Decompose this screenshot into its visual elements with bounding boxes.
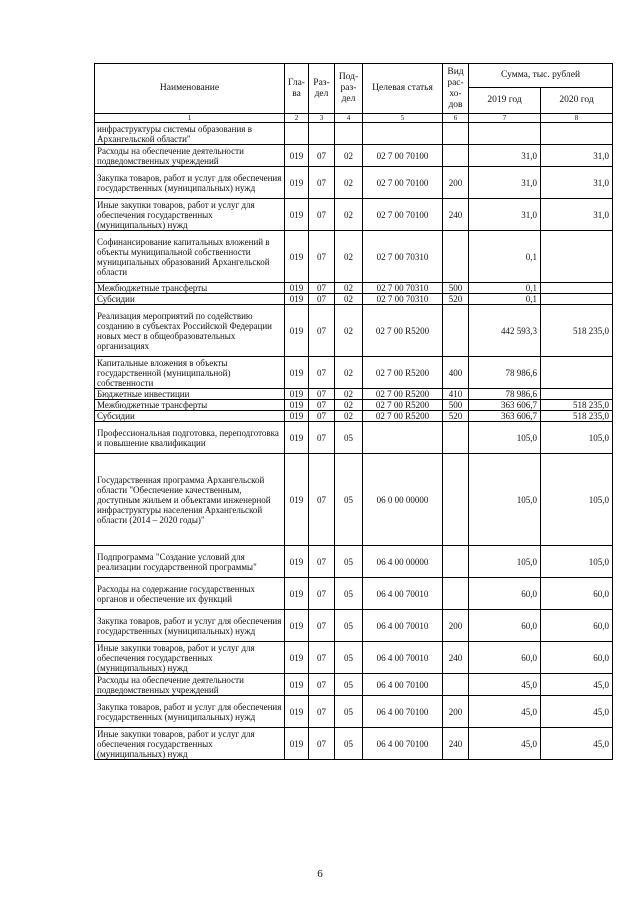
row-target: 02 7 00 R5200 <box>363 357 443 389</box>
row-name: Профессиональная подготовка, переподготовка и повышение квалификации <box>95 422 285 454</box>
table-row <box>95 578 613 610</box>
row-glava: 019 <box>285 357 309 389</box>
row-name: Расходы на обеспечение деятельности подведомственных учреждений <box>95 145 285 167</box>
header-name: Наименование <box>95 64 285 114</box>
row-podrazdel: 02 <box>335 411 363 422</box>
row-podrazdel: 05 <box>335 422 363 454</box>
table-row <box>95 610 613 642</box>
row-sum-2020: 45,0 <box>541 696 613 728</box>
row-sum-2019: 105,0 <box>469 454 541 546</box>
row-podrazdel: 05 <box>335 728 363 760</box>
row-glava: 019 <box>285 696 309 728</box>
row-razdel: 07 <box>309 454 335 546</box>
row-sum-2020: 45,0 <box>541 674 613 696</box>
row-sum-2020: 60,0 <box>541 610 613 642</box>
row-sum-2020 <box>541 123 613 145</box>
row-podrazdel: 02 <box>335 400 363 411</box>
row-glava: 019 <box>285 642 309 674</box>
row-razdel: 07 <box>309 357 335 389</box>
row-sum-2020: 31,0 <box>541 145 613 167</box>
row-name: Закупка товаров, работ и услуг для обеспечения государственных (муниципальных) нужд <box>95 696 285 728</box>
row-glava: 019 <box>285 674 309 696</box>
table-body <box>95 123 613 760</box>
row-podrazdel: 05 <box>335 642 363 674</box>
row-glava: 019 <box>285 167 309 199</box>
row-target: 06 4 00 70010 <box>363 610 443 642</box>
row-razdel: 07 <box>309 422 335 454</box>
row-razdel: 07 <box>309 167 335 199</box>
table-row <box>95 294 613 305</box>
row-vid <box>443 145 469 167</box>
row-vid: 500 <box>443 400 469 411</box>
col-num: 5 <box>363 114 443 123</box>
row-name: Межбюджетные трансферты <box>95 283 285 294</box>
row-name: инфраструктуры системы образования в Архангельской области" <box>95 123 285 145</box>
row-sum-2020: 105,0 <box>541 454 613 546</box>
row-sum-2019: 0,1 <box>469 283 541 294</box>
table-row <box>95 167 613 199</box>
row-sum-2020: 105,0 <box>541 546 613 578</box>
row-vid: 240 <box>443 728 469 760</box>
table-row <box>95 454 613 546</box>
row-target: 02 7 00 R5200 <box>363 411 443 422</box>
row-razdel: 07 <box>309 145 335 167</box>
row-name: Иные закупки товаров, работ и услуг для обеспечения государственных (муниципальных) нужд <box>95 642 285 674</box>
table-row <box>95 400 613 411</box>
row-name: Субсидии <box>95 411 285 422</box>
header-sum: Сумма, тыс. рублей <box>469 64 613 88</box>
row-podrazdel: 05 <box>335 546 363 578</box>
row-glava: 019 <box>285 728 309 760</box>
row-sum-2019: 60,0 <box>469 578 541 610</box>
table-row <box>95 546 613 578</box>
row-sum-2019 <box>469 123 541 145</box>
header-podrazdel: Под-раз-дел <box>335 64 363 114</box>
row-glava: 019 <box>285 546 309 578</box>
row-glava: 019 <box>285 145 309 167</box>
row-sum-2020: 31,0 <box>541 199 613 231</box>
row-podrazdel: 02 <box>335 283 363 294</box>
header-target: Целевая статья <box>363 64 443 114</box>
row-target <box>363 123 443 145</box>
row-podrazdel: 02 <box>335 167 363 199</box>
budget-table <box>94 63 613 760</box>
row-podrazdel: 02 <box>335 231 363 283</box>
page-number: 6 <box>317 868 323 880</box>
row-sum-2020: 518 235,0 <box>541 411 613 422</box>
row-razdel: 07 <box>309 578 335 610</box>
row-vid: 240 <box>443 199 469 231</box>
table-row <box>95 674 613 696</box>
row-name: Бюджетные инвестиции <box>95 389 285 400</box>
row-sum-2019: 60,0 <box>469 610 541 642</box>
row-sum-2019: 105,0 <box>469 546 541 578</box>
row-glava: 019 <box>285 578 309 610</box>
row-vid: 500 <box>443 283 469 294</box>
row-vid <box>443 231 469 283</box>
row-sum-2019: 45,0 <box>469 728 541 760</box>
row-razdel: 07 <box>309 199 335 231</box>
row-podrazdel: 02 <box>335 145 363 167</box>
row-glava: 019 <box>285 283 309 294</box>
row-target: 06 4 00 70100 <box>363 696 443 728</box>
row-sum-2019: 60,0 <box>469 642 541 674</box>
row-vid <box>443 123 469 145</box>
header-glava: Гла-ва <box>285 64 309 114</box>
row-glava <box>285 123 309 145</box>
row-sum-2020: 60,0 <box>541 578 613 610</box>
row-podrazdel: 05 <box>335 578 363 610</box>
row-razdel: 07 <box>309 546 335 578</box>
row-sum-2020: 518 235,0 <box>541 400 613 411</box>
col-num: 3 <box>309 114 335 123</box>
row-name: Реализация мероприятий по содействию созданию в субъектах Российской Федерации новых мест в общеобразовательных организациях <box>95 305 285 357</box>
table-row <box>95 283 613 294</box>
row-vid: 520 <box>443 294 469 305</box>
row-target: 02 7 00 R5200 <box>363 400 443 411</box>
col-num: 7 <box>469 114 541 123</box>
row-target: 06 4 00 70100 <box>363 674 443 696</box>
row-sum-2019: 45,0 <box>469 696 541 728</box>
row-sum-2019: 442 593,3 <box>469 305 541 357</box>
row-glava: 019 <box>285 389 309 400</box>
row-name: Расходы на содержание государственных органов и обеспечение их функций <box>95 578 285 610</box>
row-sum-2020: 60,0 <box>541 642 613 674</box>
row-sum-2020: 31,0 <box>541 167 613 199</box>
row-vid: 240 <box>443 642 469 674</box>
table-row <box>95 231 613 283</box>
row-vid <box>443 546 469 578</box>
row-target: 06 4 00 00000 <box>363 546 443 578</box>
col-num: 8 <box>541 114 613 123</box>
row-vid: 200 <box>443 610 469 642</box>
row-podrazdel: 05 <box>335 696 363 728</box>
header-vid: Вид рас-хо-дов <box>443 64 469 114</box>
table-row <box>95 305 613 357</box>
row-sum-2020 <box>541 357 613 389</box>
table-row <box>95 411 613 422</box>
row-target <box>363 422 443 454</box>
table-row <box>95 123 613 145</box>
row-podrazdel: 05 <box>335 454 363 546</box>
row-sum-2020 <box>541 231 613 283</box>
row-vid <box>443 305 469 357</box>
row-sum-2019: 78 986,6 <box>469 357 541 389</box>
row-vid: 520 <box>443 411 469 422</box>
header-2019: 2019 год <box>469 88 541 114</box>
col-num: 2 <box>285 114 309 123</box>
col-num: 6 <box>443 114 469 123</box>
table-row <box>95 642 613 674</box>
row-razdel: 07 <box>309 305 335 357</box>
row-name: Межбюджетные трансферты <box>95 400 285 411</box>
row-razdel: 07 <box>309 642 335 674</box>
row-glava: 019 <box>285 422 309 454</box>
row-name: Субсидии <box>95 294 285 305</box>
row-target: 02 7 00 70100 <box>363 199 443 231</box>
row-sum-2020 <box>541 294 613 305</box>
row-target: 02 7 00 70310 <box>363 294 443 305</box>
row-name: Иные закупки товаров, работ и услуг для обеспечения государственных (муниципальных) нужд <box>95 199 285 231</box>
table-row <box>95 728 613 760</box>
row-razdel: 07 <box>309 231 335 283</box>
row-podrazdel: 02 <box>335 389 363 400</box>
row-vid: 200 <box>443 696 469 728</box>
table-row <box>95 357 613 389</box>
row-sum-2020: 45,0 <box>541 728 613 760</box>
row-target: 02 7 00 70310 <box>363 231 443 283</box>
row-name: Закупка товаров, работ и услуг для обеспечения государственных (муниципальных) нужд <box>95 167 285 199</box>
row-sum-2019: 78 986,6 <box>469 389 541 400</box>
row-target: 02 7 00 70100 <box>363 167 443 199</box>
row-vid: 410 <box>443 389 469 400</box>
row-glava: 019 <box>285 610 309 642</box>
row-sum-2019: 45,0 <box>469 674 541 696</box>
row-podrazdel: 02 <box>335 305 363 357</box>
row-glava: 019 <box>285 231 309 283</box>
row-target: 06 4 00 70010 <box>363 642 443 674</box>
row-podrazdel: 02 <box>335 199 363 231</box>
row-target: 06 4 00 70010 <box>363 578 443 610</box>
row-sum-2019: 31,0 <box>469 199 541 231</box>
row-glava: 019 <box>285 400 309 411</box>
row-podrazdel: 05 <box>335 610 363 642</box>
row-sum-2019: 105,0 <box>469 422 541 454</box>
row-podrazdel: 05 <box>335 674 363 696</box>
row-sum-2020: 105,0 <box>541 422 613 454</box>
row-podrazdel: 02 <box>335 357 363 389</box>
row-vid <box>443 674 469 696</box>
row-target: 02 7 00 R5200 <box>363 305 443 357</box>
row-name: Закупка товаров, работ и услуг для обеспечения государственных (муниципальных) нужд <box>95 610 285 642</box>
row-podrazdel: 02 <box>335 294 363 305</box>
row-target: 02 7 00 R5200 <box>363 389 443 400</box>
row-razdel: 07 <box>309 294 335 305</box>
row-razdel: 07 <box>309 728 335 760</box>
row-glava: 019 <box>285 199 309 231</box>
row-name: Иные закупки товаров, работ и услуг для обеспечения государственных (муниципальных) нужд <box>95 728 285 760</box>
row-razdel: 07 <box>309 610 335 642</box>
row-glava: 019 <box>285 454 309 546</box>
table-row <box>95 389 613 400</box>
header-razdel: Раз-дел <box>309 64 335 114</box>
column-numbers-row <box>95 114 613 123</box>
col-num: 4 <box>335 114 363 123</box>
row-vid <box>443 422 469 454</box>
row-vid <box>443 454 469 546</box>
table-row <box>95 696 613 728</box>
table-row <box>95 199 613 231</box>
row-razdel: 07 <box>309 283 335 294</box>
row-glava: 019 <box>285 294 309 305</box>
col-num: 1 <box>95 114 285 123</box>
row-name: Расходы на обеспечение деятельности подведомственных учреждений <box>95 674 285 696</box>
row-razdel: 07 <box>309 400 335 411</box>
row-target: 02 7 00 70100 <box>363 145 443 167</box>
row-target: 06 0 00 00000 <box>363 454 443 546</box>
table-row <box>95 145 613 167</box>
row-sum-2019: 363 606,7 <box>469 400 541 411</box>
row-razdel: 07 <box>309 411 335 422</box>
row-glava: 019 <box>285 411 309 422</box>
row-razdel: 07 <box>309 389 335 400</box>
row-name: Государственная программа Архангельской области "Обеспечение качественным, доступным жильем и объектами инженерной инфраструктуры населения Архангельской области (2014 – 2020 годы)" <box>95 454 285 546</box>
row-sum-2019: 0,1 <box>469 294 541 305</box>
row-sum-2020 <box>541 389 613 400</box>
row-name: Капитальные вложения в объекты государственной (муниципальной) собственности <box>95 357 285 389</box>
row-name: Софинансирование капитальных вложений в объекты муниципальной собственности муниципальных образований Архангельской области <box>95 231 285 283</box>
row-sum-2020: 518 235,0 <box>541 305 613 357</box>
row-name: Подпрограмма "Создание условий для реализации государственной программы" <box>95 546 285 578</box>
row-sum-2019: 363 606,7 <box>469 411 541 422</box>
row-target: 06 4 00 70100 <box>363 728 443 760</box>
row-sum-2019: 0,1 <box>469 231 541 283</box>
row-sum-2019: 31,0 <box>469 167 541 199</box>
row-glava: 019 <box>285 305 309 357</box>
row-razdel: 07 <box>309 696 335 728</box>
row-vid: 200 <box>443 167 469 199</box>
row-vid: 400 <box>443 357 469 389</box>
header-2020: 2020 год <box>541 88 613 114</box>
row-sum-2019: 31,0 <box>469 145 541 167</box>
row-razdel <box>309 123 335 145</box>
row-podrazdel <box>335 123 363 145</box>
row-razdel: 07 <box>309 674 335 696</box>
row-sum-2020 <box>541 283 613 294</box>
table-row <box>95 422 613 454</box>
row-target: 02 7 00 70310 <box>363 283 443 294</box>
row-vid <box>443 578 469 610</box>
